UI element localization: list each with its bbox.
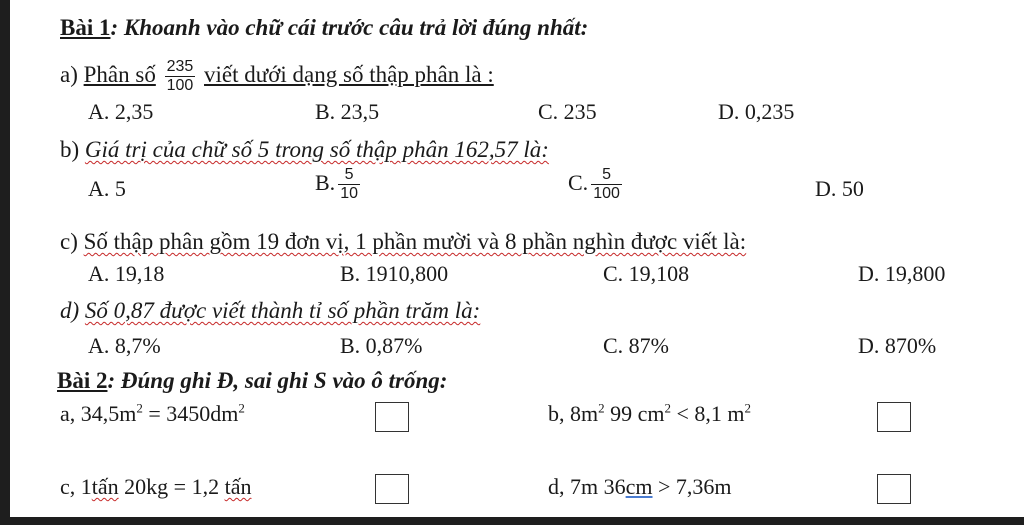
answer-box-b[interactable] (877, 402, 911, 432)
exponent: 2 (238, 400, 245, 416)
question-b-option-b[interactable] (315, 166, 363, 204)
statement-a (60, 400, 245, 426)
question-d-option-a[interactable]: A. 8,7% (88, 333, 161, 358)
question-c-text (60, 230, 746, 253)
question-a-option-b[interactable]: B. 23,5 (315, 99, 380, 124)
question-a-prefix: a) (60, 62, 78, 88)
question-d-option-b[interactable]: B. 0,87% (340, 333, 423, 358)
question-b-option-b-fraction (338, 166, 360, 204)
statement-d-part2: > 7,36m (652, 474, 732, 499)
question-a-option-d[interactable]: D. 0,235 (718, 99, 795, 124)
exponent: 2 (136, 400, 143, 416)
fraction-numerator: 5 (591, 166, 622, 185)
statement-d (548, 476, 732, 498)
statement-c-part1: c, 1 (60, 474, 92, 499)
question-c-prefix: c) (60, 229, 78, 254)
exercise-2-heading (57, 369, 447, 392)
question-a-text-after: viết dưới dạng số thập phân là : (204, 62, 494, 88)
exercise-1-instruction: : Khoanh vào chữ cái trước câu trả lời đúng nhất: (110, 15, 589, 40)
exercise-2-instruction: : Đúng ghi Đ, sai ghi S vào ô trống: (107, 368, 448, 393)
question-a-fraction (165, 58, 196, 96)
statement-c-unit2: tấn (224, 474, 252, 499)
exercise-2-label: Bài 2 (57, 368, 108, 393)
fraction-numerator: 235 (165, 58, 196, 77)
question-c-option-c[interactable]: C. 19,108 (603, 261, 690, 286)
left-edge-border (0, 0, 10, 525)
statement-b (548, 400, 752, 426)
question-b-option-d[interactable]: D. 50 (815, 176, 864, 201)
statement-c (60, 476, 251, 498)
statement-d-unit: cm (625, 474, 653, 499)
exponent: 2 (598, 400, 605, 416)
question-b-prefix: b) (60, 137, 80, 162)
statement-a-left: a, 34,5m (60, 401, 137, 426)
statement-b-part1: b, 8m (548, 401, 599, 426)
statement-b-part3: < 8,1 m (671, 401, 745, 426)
question-b-text (60, 138, 549, 161)
exercise-1-heading (60, 16, 588, 39)
question-a-text-before: Phân số (83, 62, 156, 88)
question-b-option-a[interactable]: A. 5 (88, 176, 126, 201)
statement-d-part1: d, 7m 36 (548, 474, 626, 499)
question-b-option-c-fraction (591, 166, 622, 204)
statement-c-part2: 20kg = 1,2 (118, 474, 225, 499)
exercise-1-label: Bài 1 (60, 15, 111, 40)
question-d-statement: Số 0,87 được viết thành tỉ số phần trăm là: (84, 298, 481, 323)
fraction-denominator: 100 (166, 77, 194, 95)
answer-box-c[interactable] (375, 474, 409, 504)
statement-a-right: = 3450dm (142, 401, 239, 426)
question-c-option-b[interactable]: B. 1910,800 (340, 261, 449, 286)
question-a-text (60, 58, 494, 96)
fraction-denominator: 10 (340, 185, 358, 203)
bottom-edge-border (0, 517, 1024, 525)
fraction-denominator: 100 (593, 185, 620, 203)
question-b-option-c[interactable] (568, 166, 625, 204)
fraction-numerator: 5 (338, 166, 360, 185)
question-d-option-c[interactable]: C. 87% (603, 333, 669, 358)
statement-c-unit1: tấn (91, 474, 119, 499)
question-d-text (60, 299, 480, 322)
answer-box-a[interactable] (375, 402, 409, 432)
question-c-statement: Số thập phân gồm 19 đơn vị, 1 phần mười và 8 phần nghìn được viết là: (83, 229, 747, 254)
question-c-option-a[interactable]: A. 19,18 (88, 261, 165, 286)
question-b-option-b-label: B. (315, 169, 336, 195)
exponent: 2 (664, 400, 672, 416)
question-d-option-d[interactable]: D. 870% (858, 333, 937, 358)
question-a-option-a[interactable]: A. 2,35 (88, 99, 154, 124)
question-d-prefix: d) (60, 298, 80, 323)
question-b-statement: Giá trị của chữ số 5 trong số thập phân 162,57 là: (84, 137, 549, 162)
question-a-option-c[interactable]: C. 235 (538, 99, 597, 124)
question-b-option-c-label: C. (568, 169, 589, 195)
question-c-option-d[interactable]: D. 19,800 (858, 261, 946, 286)
statement-b-part2: 99 cm (604, 401, 665, 426)
exponent: 2 (744, 400, 752, 416)
answer-box-d[interactable] (877, 474, 911, 504)
